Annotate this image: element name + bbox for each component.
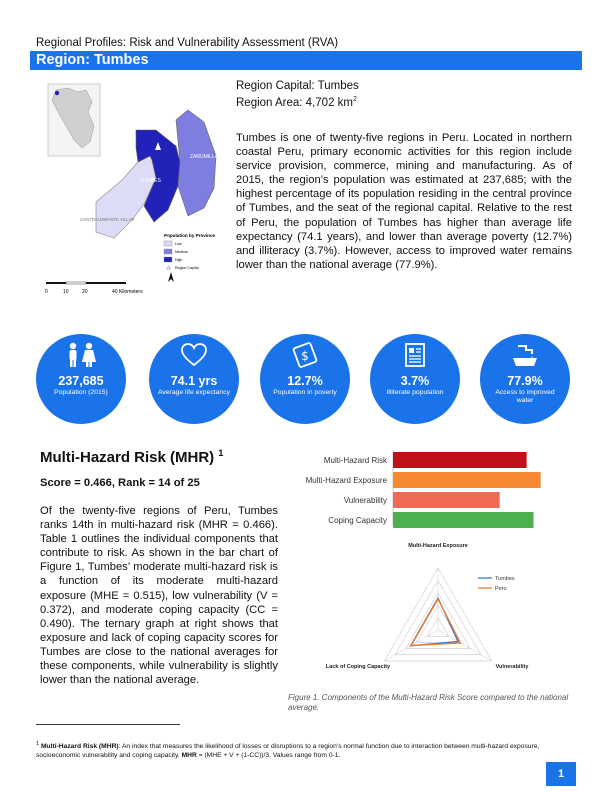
stat-illiteracy xyxy=(370,334,460,424)
bar-3 xyxy=(393,512,534,528)
legend-label-high: High xyxy=(175,258,183,262)
faucet-icon xyxy=(480,342,570,368)
label-tumbes: TUMBES xyxy=(140,178,161,184)
footnote-number: 1 xyxy=(36,741,40,747)
radar-legend-label-1: Peru xyxy=(495,586,507,592)
scale-tick-20: 20 xyxy=(82,289,88,295)
stats-row xyxy=(36,334,580,424)
province-zarumilla xyxy=(176,110,216,216)
scale-tick-40: 40 Kilometers xyxy=(112,289,143,295)
mhr-heading-text: Multi-Hazard Risk (MHR) xyxy=(40,449,215,466)
stat-population-value: 237,685 xyxy=(58,374,104,388)
region-area-text: Region Area: 4,702 km xyxy=(236,96,353,109)
stat-poverty-label: Population in poverty xyxy=(273,389,337,396)
scale-bar-seg-3 xyxy=(86,282,126,284)
footnote-formula: = (MHE + V + (1-CC))/3. Values range from 0-1. xyxy=(196,752,341,760)
region-banner xyxy=(30,51,582,70)
province-contralmirante-villar xyxy=(96,156,156,238)
region-map xyxy=(38,82,218,298)
page-number: 1 xyxy=(546,762,576,786)
legend-star-icon: ☆ xyxy=(166,265,172,272)
legend-label-capital: Region Capital xyxy=(175,266,199,270)
people-icon xyxy=(36,342,126,368)
money-icon xyxy=(260,342,350,368)
mhr-heading xyxy=(40,448,223,466)
scale-bar-seg-1 xyxy=(46,282,66,284)
region-area xyxy=(236,93,359,110)
mhr-body-text: Of the twenty-five regions of Peru, Tumbes ranks 14th in multi-hazard risk (MHR = 0.466). Table 1 outlines the individual components that contribute to risk. As shown in the bar chart of Figure 1, Tumbes’ moderate multi-hazard risk is a function of its moderate multi-hazard exposure (MHE = 0.515), low vulnerability (V = 0.372), and moderate coping capacity (CC = 0.490). The ternary graph at right shows that exposure and lack of coping capacity scores for Tumbes are close to the national averages for these components, while vulnerability is slightly lower than the national average. xyxy=(40,505,278,687)
stat-water-value: 77.9% xyxy=(507,374,543,388)
inset-region-marker xyxy=(55,91,59,95)
scale-bar-seg-2 xyxy=(66,282,86,284)
bar-label-3: Coping Capacity xyxy=(328,516,387,525)
stat-water xyxy=(480,334,570,424)
legend-swatch-high xyxy=(164,257,172,262)
stat-illiteracy-label: Illiterate population xyxy=(386,389,444,396)
bar-label-0: Multi-Hazard Risk xyxy=(323,456,387,465)
legend-label-low: Low xyxy=(175,242,182,246)
stat-population-label: Population (2015) xyxy=(54,389,108,396)
bar-chart xyxy=(280,448,580,528)
radar-chart-svg xyxy=(300,540,576,688)
scale-tick-10: 10 xyxy=(63,289,69,295)
radar-axis-label-0: Multi-Hazard Exposure xyxy=(408,543,468,549)
footnote-term: Multi-Hazard Risk (MHR) xyxy=(40,743,119,751)
region-title: Region: Tumbes xyxy=(36,52,149,68)
radar-spoke-1 xyxy=(438,630,492,661)
page-header-title: Regional Profiles: Risk and Vulnerability Assessment (RVA) xyxy=(36,37,339,49)
stat-life-expectancy xyxy=(149,334,239,424)
radar-chart xyxy=(300,540,576,688)
label-zarumilla: ZARUMILLA xyxy=(190,154,218,160)
legend-label-medium: Medium xyxy=(175,250,188,254)
bar-0 xyxy=(393,452,527,468)
mhr-footnote-ref: 1 xyxy=(218,448,224,458)
mhr-score-line: Score = 0.466, Rank = 14 of 25 xyxy=(40,477,200,489)
bar-label-2: Vulnerability xyxy=(343,496,387,505)
bar-2 xyxy=(393,492,500,508)
figure-caption: Figure 1. Components of the Multi-Hazard Risk Score compared to the national average. xyxy=(288,693,569,712)
stat-life-expectancy-value: 74.1 yrs xyxy=(170,374,218,388)
radar-axis-label-1: Vulnerability xyxy=(495,664,529,670)
svg-text:$: $ xyxy=(301,349,309,363)
bar-1 xyxy=(393,472,541,488)
region-capital: Region Capital: Tumbes xyxy=(236,80,359,92)
bar-chart-svg xyxy=(280,448,580,528)
region-capital-info xyxy=(236,79,359,110)
region-area-sup: 2 xyxy=(353,96,357,103)
footnote-rule xyxy=(36,724,180,725)
scale-tick-0: 0 xyxy=(45,289,48,295)
intro-paragraph: Tumbes is one of twenty-five regions in Peru. Located in northern coastal Peru, primary economic activities for this region include service provision, commerce, mining and manufacturing. As of 2015, the region’s population was estimated at 237,685; with the highest percentage of its population residing in the central province of Tumbes, and the seat of the regional capital. Relative to the rest of Peru, the population of Tumbes has higher than average life expectancy (74.1 years), and lower than average poverty (12.7%) and illiteracy (3.7%). However, access to improved water remains lower than the national average (77.9%). xyxy=(236,132,572,271)
heart-icon xyxy=(149,342,239,368)
label-contralmirante: CONTRALMIRANTE VILLAR xyxy=(80,217,135,222)
footnote-formula-label: MHR xyxy=(181,752,197,760)
legend-swatch-low xyxy=(164,241,172,246)
footnote-text: : An index that measures the likelihood of losses or disruptions to a region’s normal function due to interaction between multi-hazard exposure, socioeconomic vulnerability and coping capacity. xyxy=(36,743,540,760)
footnote xyxy=(36,740,578,760)
stat-water-label: Access to improved water xyxy=(495,389,555,405)
radar-legend-label-0: Tumbes xyxy=(495,576,515,582)
bar-label-1: Multi-Hazard Exposure xyxy=(305,476,387,485)
radar-axis-label-2: Lack of Coping Capacity xyxy=(325,664,391,670)
stat-poverty-value: 12.7% xyxy=(287,374,323,388)
stat-poverty xyxy=(260,334,350,424)
legend-swatch-medium xyxy=(164,249,172,254)
map-graphic xyxy=(38,82,218,298)
stat-population xyxy=(36,334,126,424)
stat-life-expectancy-label: Average life expectancy xyxy=(157,389,231,396)
stat-illiteracy-value: 3.7% xyxy=(400,374,430,388)
legend-title: Population by Province xyxy=(164,233,216,238)
north-arrow-icon xyxy=(168,272,174,282)
document-icon xyxy=(370,342,460,368)
